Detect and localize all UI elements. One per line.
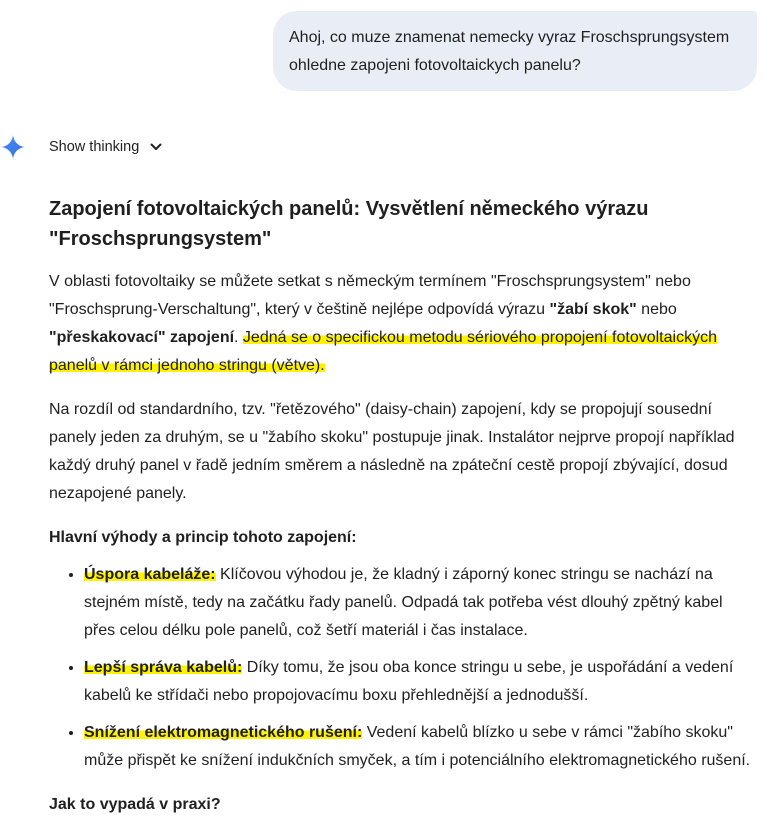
bold-term-zabi-skok: "žabí skok" xyxy=(549,301,637,318)
advantage-text: Vedení kabelů blízko u sebe v rámci "žabího skoku" může přispět ke snížení indukčních smyček, a tím i potenciálního elektromagnetického rušení. xyxy=(84,724,751,769)
intro-paragraph xyxy=(49,268,754,380)
advantage-text: Klíčovou výhodou je, že kladný i záporný konec stringu se nachází na stejném místě, tedy na začátku řady panelů. Odpadá tak potřeba vést dlouhý zpětný kabel přes celou délku pole panelů, což šetří materiál i čas instalace. xyxy=(84,566,723,639)
show-thinking-button[interactable] xyxy=(49,139,163,155)
advantages-heading: Hlavní výhody a princip tohoto zapojení: xyxy=(49,529,357,546)
intro-text-connector: nebo xyxy=(636,301,677,318)
advantage-item xyxy=(84,718,754,775)
user-message-bubble xyxy=(273,11,757,91)
advantages-list xyxy=(49,560,754,775)
comparison-paragraph: Na rozdíl od standardního, tzv. "řetězového" (daisy-chain) zapojení, kdy se propojují sousední panely jeden za druhým, se u "žabího skoku" postupuje jinak. Instalátor nejprve propojí například každý druhý panel v řadě jedním směrem a následně na zpáteční cestě propojí zbývající, dosud nezapojené panely. xyxy=(49,401,735,502)
highlighted-definition: Jedná se o specifickou metodu sériového propojení fotovoltaických panelů v rámci jednoho stringu (větve). xyxy=(49,329,717,374)
advantage-item xyxy=(84,653,754,710)
response-heading: Zapojení fotovoltaických panelů: Vysvětlení německého výrazu "Froschsprungsystem" xyxy=(49,198,649,250)
assistant-response xyxy=(49,194,754,819)
intro-text-period: . xyxy=(234,329,243,346)
intro-text: V oblasti fotovoltaiky se můžete setkat s německým termínem "Froschsprungsystem" nebo "Froschsprung-Verschaltung", který v češtině nejlépe odpovídá výrazu xyxy=(49,273,691,318)
bold-term-preskakovaci: "přeskakovací" zapojení xyxy=(49,329,235,346)
advantage-text: Díky tomu, že jsou oba konce stringu u sebe, je uspořádání a vedení kabelů ke střídači nebo propojovacímu boxu přehlednější a jednodušší. xyxy=(84,659,734,704)
advantage-title: Snížení elektromagnetického rušení: xyxy=(84,724,363,741)
advantage-item xyxy=(84,560,754,645)
gemini-spark-icon xyxy=(0,134,26,160)
show-thinking-label: Show thinking xyxy=(49,139,140,155)
chevron-down-icon xyxy=(149,140,163,154)
advantage-title: Úspora kabeláže: xyxy=(84,566,216,583)
advantage-title: Lepší správa kabelů: xyxy=(84,659,243,676)
thinking-row xyxy=(0,132,163,162)
user-message-text: Ahoj, co muze znamenat nemecky vyraz Froschsprungsystem ohledne zapojeni fotovoltaickych panelu? xyxy=(289,29,730,74)
practice-heading: Jak to vypadá v praxi? xyxy=(49,796,221,813)
